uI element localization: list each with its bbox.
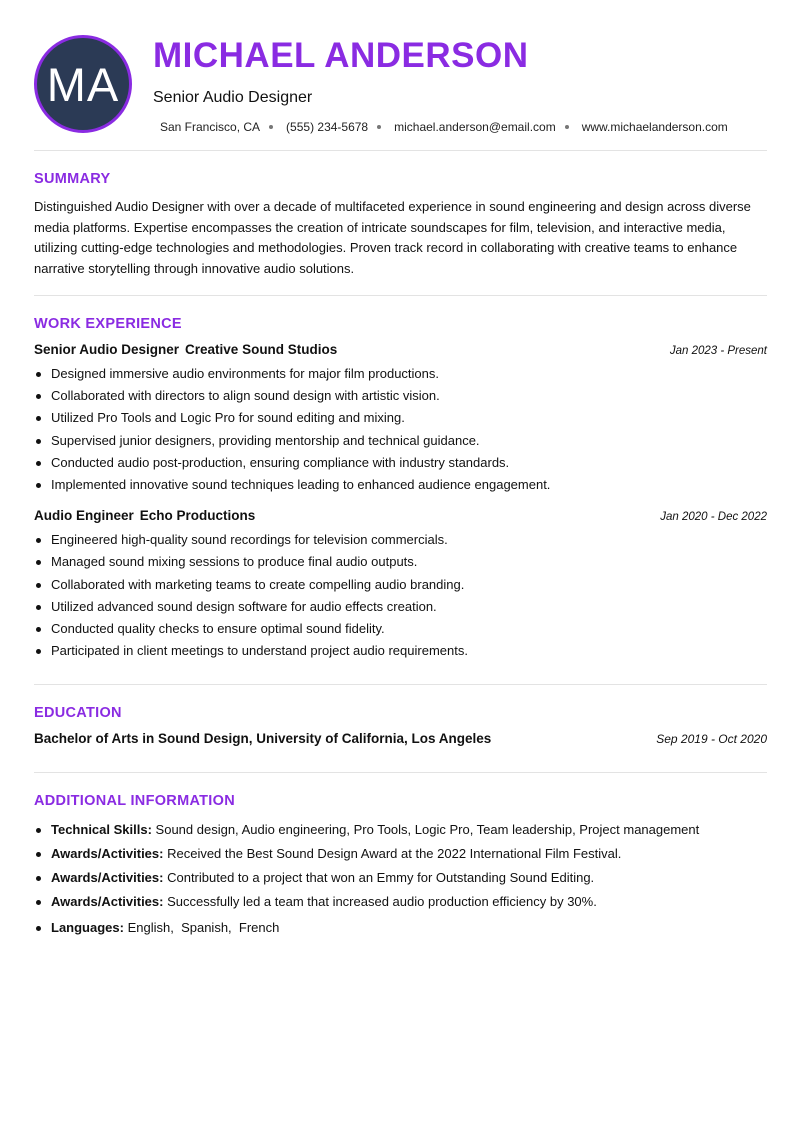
section-title: ADDITIONAL INFORMATION [34, 793, 235, 810]
job-position: Audio Engineer [34, 508, 134, 524]
job-role: Senior Audio Designer [153, 89, 313, 106]
list-item: Utilized Pro Tools and Logic Pro for sound editing and mixing. [34, 407, 767, 429]
list-item: Managed sound mixing sessions to produce final audio outputs. [34, 551, 767, 573]
additional-info-section [34, 773, 767, 939]
separator-dot [565, 125, 569, 129]
summary-text: Distinguished Audio Designer with over a decade of multifaceted experience in sound engineering and design across diverse media platforms. Expertise encompasses the creation of intricate soundscapes for film, television, and interactive media, utilizing cutting-edge technologies and methodologies. Proven track record in collaborating with creative teams to enhance narrative storytelling through innovative audio solutions. [34, 199, 751, 276]
contact-phone: (555) 234-5678 [286, 120, 369, 134]
education-degree: Bachelor of Arts in Sound Design, University of California, Los Angeles [34, 731, 492, 747]
candidate-name: MICHAEL ANDERSON [153, 36, 529, 75]
resume-page [34, 0, 767, 941]
experience-section [34, 296, 767, 685]
list-item: Utilized advanced sound design software for audio effects creation. [34, 596, 767, 618]
item-text: Contributed to a project that won an Emmy for Outstanding Sound Editing. [167, 870, 595, 886]
education-dates: Sep 2019 - Oct 2020 [656, 732, 767, 747]
contact-website[interactable]: www.michaelanderson.com [581, 120, 728, 134]
avatar: MA [34, 35, 132, 133]
list-item: Conducted audio post-production, ensuring compliance with industry standards. [34, 452, 767, 474]
job-entry [34, 342, 767, 496]
job-entry [34, 508, 767, 662]
list-item: Conducted quality checks to ensure optimal sound fidelity. [34, 618, 767, 640]
separator-dot [377, 125, 381, 129]
list-item [34, 867, 767, 889]
item-text: Sound design, Audio engineering, Pro Tools, Logic Pro, Team leadership, Project management [155, 822, 700, 838]
list-item: Collaborated with marketing teams to create compelling audio branding. [34, 574, 767, 596]
item-text: Successfully led a team that increased audio production efficiency by 30%. [167, 894, 597, 910]
job-title [34, 342, 337, 357]
separator-dot [269, 125, 273, 129]
additional-list [34, 819, 767, 939]
job-bullets [34, 529, 767, 662]
list-item: Collaborated with directors to align sound design with artistic vision. [34, 385, 767, 407]
list-item [34, 891, 767, 913]
list-item [34, 843, 767, 865]
job-position: Senior Audio Designer [34, 342, 180, 357]
item-text: English, Spanish, French [127, 920, 280, 936]
education-section [34, 685, 767, 773]
list-item: Implemented innovative sound techniques leading to enhanced audience engagement. [34, 474, 767, 496]
list-item [34, 819, 767, 841]
item-label: Awards/Activities: [51, 846, 164, 862]
job-company: Echo Productions [139, 508, 256, 524]
item-text: Received the Best Sound Design Award at the 2022 International Film Festival. [167, 846, 622, 862]
section-title: SUMMARY [34, 171, 111, 187]
list-item: Designed immersive audio environments for major film productions. [34, 363, 767, 385]
item-label: Technical Skills: [51, 822, 152, 838]
item-label: Awards/Activities: [51, 894, 164, 910]
resume-header [34, 0, 767, 151]
job-company: Creative Sound Studios [185, 342, 338, 357]
list-item: Supervised junior designers, providing mentorship and technical guidance. [34, 430, 767, 452]
list-item: Engineered high-quality sound recordings for television commercials. [34, 529, 767, 551]
job-title [34, 508, 255, 523]
summary-section [34, 151, 767, 296]
job-bullets [34, 363, 767, 496]
job-dates: Jan 2023 - Present [669, 345, 767, 357]
item-label: Awards/Activities: [51, 870, 164, 886]
job-dates: Jan 2020 - Dec 2022 [660, 511, 767, 524]
section-title: WORK EXPERIENCE [34, 316, 182, 332]
list-item [34, 917, 767, 939]
contact-email[interactable]: michael.anderson@email.com [394, 120, 556, 134]
section-title: EDUCATION [34, 705, 122, 722]
contact-location: San Francisco, CA [160, 120, 261, 134]
list-item: Participated in client meetings to understand project audio requirements. [34, 640, 767, 662]
item-label: Languages: [51, 920, 124, 936]
contact-bar [160, 120, 728, 134]
